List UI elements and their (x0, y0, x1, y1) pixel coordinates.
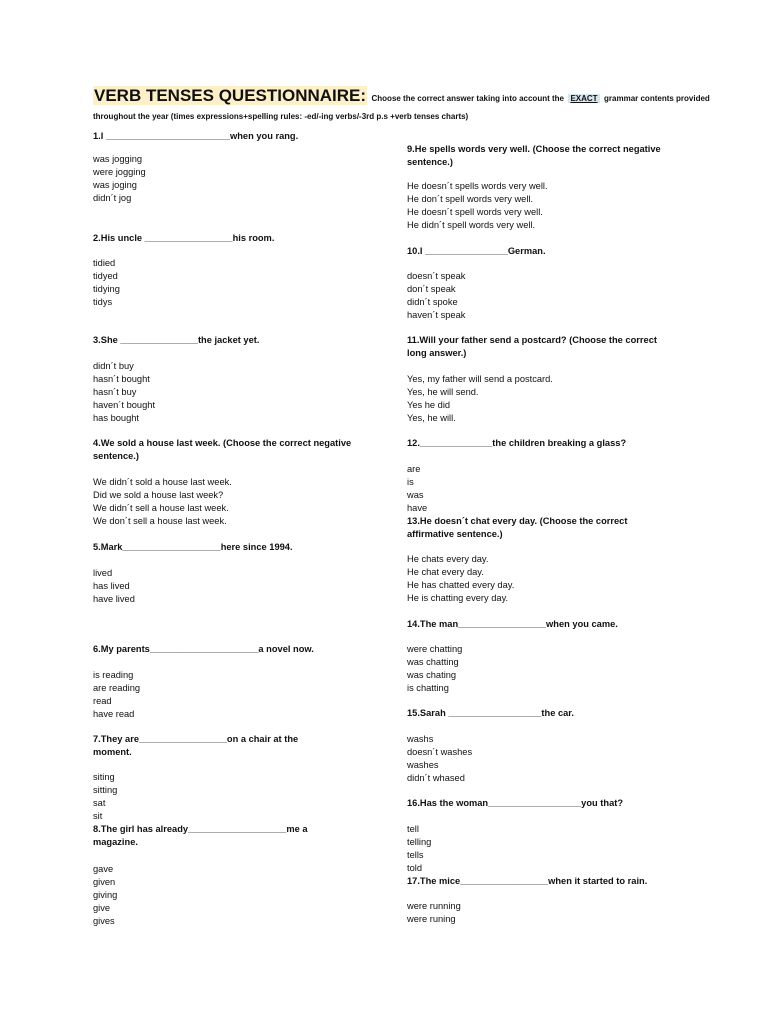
option[interactable]: siting (93, 772, 115, 782)
option[interactable]: are reading (93, 683, 141, 693)
option[interactable]: Yes, he will. (407, 413, 456, 423)
option[interactable]: give (93, 903, 111, 913)
option[interactable]: told (407, 863, 422, 873)
question-14: 14.The man_________________when you came. (407, 619, 618, 629)
option[interactable]: tells (407, 850, 424, 860)
option[interactable]: telling (407, 837, 432, 847)
option[interactable]: is (407, 477, 414, 487)
option[interactable]: Yes he did (407, 400, 451, 410)
question-4: 4.We sold a house last week. (Choose the correct negative sentence.) (93, 438, 352, 461)
option[interactable]: He has chatted every day. (407, 580, 515, 590)
option[interactable]: sitting (93, 785, 118, 795)
question-17: 17.The mice_________________when it started to rain. (407, 876, 648, 886)
option[interactable]: haven´t bought (93, 400, 156, 410)
option[interactable]: is chatting (407, 683, 449, 693)
header (93, 86, 710, 123)
option[interactable]: He didn´t spell words very well. (407, 220, 536, 230)
option[interactable]: Yes, my father will send a postcard. (407, 374, 553, 384)
option[interactable]: was chatting (407, 657, 459, 667)
option[interactable]: sit (93, 811, 103, 821)
option[interactable]: gives (93, 916, 115, 926)
question-13: 13.He doesn´t chat every day. (Choose the correct affirmative sentence.) (407, 516, 628, 539)
question-10: 10.I ________________German. (407, 246, 546, 256)
option[interactable]: He chat every day. (407, 567, 484, 577)
option[interactable]: didn´t buy (93, 361, 134, 371)
option[interactable]: tidys (93, 297, 113, 307)
question-15: 15.Sarah __________________the car. (407, 708, 574, 718)
question-7: 7.They are_________________on a chair at the moment. (93, 734, 299, 757)
question-1: 1.I ________________________when you rang. (93, 131, 299, 141)
option[interactable]: tidied (93, 258, 116, 268)
option[interactable]: have (407, 503, 428, 513)
option[interactable]: He doesn´t spells words very well. (407, 181, 548, 191)
option[interactable]: were jogging (93, 167, 146, 177)
instruction-after: grammar contents provided (604, 94, 710, 103)
option[interactable]: hasn´t bought (93, 374, 150, 384)
option[interactable]: was (407, 490, 424, 500)
option[interactable]: sat (93, 798, 106, 808)
option[interactable]: has bought (93, 413, 140, 423)
option[interactable]: hasn´t buy (93, 387, 137, 397)
question-2: 2.His uncle _________________his room. (93, 233, 275, 243)
option[interactable]: tidyed (93, 271, 118, 281)
option[interactable]: washes (407, 760, 439, 770)
option[interactable]: He doesn´t spell words very well. (407, 207, 543, 217)
option[interactable]: has lived (93, 581, 130, 591)
option[interactable]: given (93, 877, 116, 887)
option[interactable]: tidying (93, 284, 120, 294)
option[interactable]: Yes, he will send. (407, 387, 479, 397)
option[interactable]: are (407, 464, 421, 474)
title-line (93, 86, 710, 109)
option[interactable]: don´t speak (407, 284, 456, 294)
question-12: 12.______________the children breaking a glass? (407, 438, 627, 448)
option[interactable]: was chating (407, 670, 457, 680)
option[interactable]: have lived (93, 594, 135, 604)
option[interactable]: He don´t spell words very well. (407, 194, 534, 204)
question-3: 3.She _______________the jacket yet. (93, 335, 260, 345)
question-5: 5.Mark___________________here since 1994. (93, 542, 293, 552)
question-16: 16.Has the woman__________________you that? (407, 798, 624, 808)
option[interactable]: haven´t speak (407, 310, 466, 320)
option[interactable]: was joging (93, 180, 137, 190)
question-9: 9.He spells words very well. (Choose the correct negative sentence.) (407, 144, 661, 167)
option[interactable]: was jogging (93, 154, 143, 164)
option[interactable]: were chatting (407, 644, 463, 654)
option[interactable]: washs (407, 734, 434, 744)
question-11: 11.Will your father send a postcard? (Choose the correct long answer.) (407, 335, 657, 358)
option[interactable]: He is chatting every day. (407, 593, 509, 603)
page-title: VERB TENSES QUESTIONNAIRE: (94, 86, 367, 105)
option[interactable]: We didn´t sell a house last week. (93, 503, 229, 513)
option[interactable]: didn´t jog (93, 193, 132, 203)
instruction-line2: throughout the year (times expressions+spelling rules: -ed/-ing verbs/-3rd p.s +verb tenses charts) (93, 112, 469, 121)
option[interactable]: didn´t whased (407, 773, 465, 783)
option[interactable]: He chats every day. (407, 554, 489, 564)
instruction-exact: EXACT (570, 94, 598, 103)
option[interactable]: We don´t sell a house last week. (93, 516, 227, 526)
question-6: 6.My parents_____________________a novel now. (93, 644, 314, 654)
option[interactable]: were runing (407, 914, 456, 924)
option[interactable]: doesn´t speak (407, 271, 466, 281)
option[interactable]: is reading (93, 670, 134, 680)
option[interactable]: doesn´t washes (407, 747, 473, 757)
option[interactable]: lived (93, 568, 113, 578)
question-8: 8.The girl has already___________________me a magazine. (93, 824, 308, 847)
option[interactable]: tell (407, 824, 419, 834)
option[interactable]: We didn´t sold a house last week. (93, 477, 232, 487)
instruction-before: Choose the correct answer taking into account the (371, 94, 564, 103)
option[interactable]: were running (407, 901, 461, 911)
option[interactable]: read (93, 696, 112, 706)
option[interactable]: have read (93, 709, 135, 719)
option[interactable]: giving (93, 890, 118, 900)
option[interactable]: didn´t spoke (407, 297, 458, 307)
option[interactable]: Did we sold a house last week? (93, 490, 224, 500)
option[interactable]: gave (93, 864, 114, 874)
